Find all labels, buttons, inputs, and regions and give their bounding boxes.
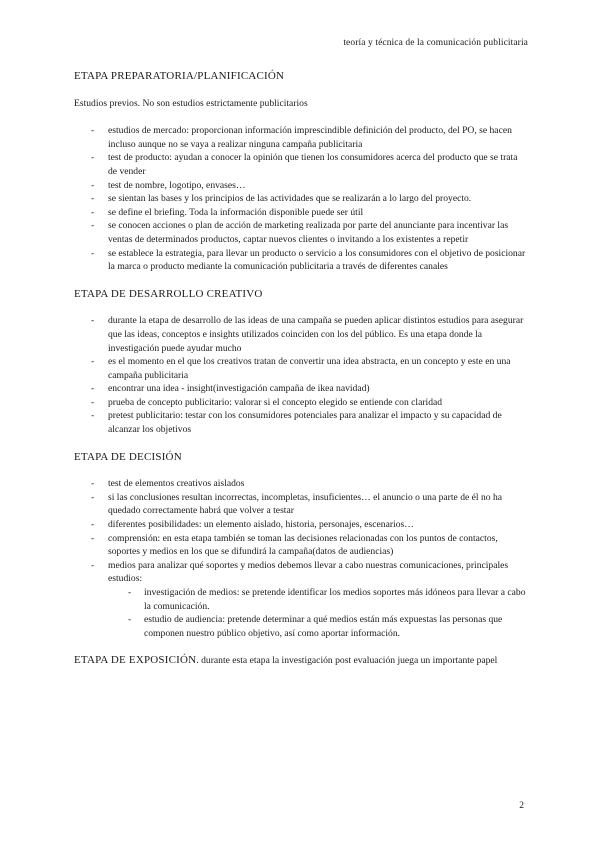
exposicion-text: . durante esta etapa la investigación post evaluación juega un importante papel [196,655,498,667]
section-heading: ETAPA PREPARATORIA/PLANIFICACIÓN [74,70,285,82]
list-item: - se conocen acciones o plan de acción de marketing realizada por parte del anunciante para incentivar las ventas de determinados productos, captar nuevos clientes o invitando a los existentes a repetir [74,219,526,246]
section-lead: Estudios previos. No son estudios estrictamente publicitarios [74,97,308,109]
sub-list-item: - estudio de audiencia: pretende determinar a qué medios están más expuestas las personas que componen nuestro público objetivo, así como aportar información. [108,613,526,640]
bullet-list [74,314,526,436]
section-exposicion [74,654,526,668]
section-heading: ETAPA DE EXPOSICIÓN [74,654,197,667]
sub-list-item: - investigación de medios: se pretende identificar los medios soportes más idóneos para llevar a cabo la comunicación. [108,586,526,613]
list-item: - comprensión: en esta etapa también se toman las decisiones relacionadas con los puntos de contactos, soportes y medios en los que se difundirá la campaña(datos de audiencias) [74,532,526,559]
list-item: - test de nombre, logotipo, envases… [74,179,526,193]
list-item: - prueba de concepto publicitario: valorar si el concepto elegido se entiende con claridad [74,396,526,410]
section-desarrollo-creativo [74,288,526,437]
section-preparatoria [74,70,526,274]
list-item: - se establece la estrategia, para llevar un producto o servicio a los consumidores con el objetivo de posicionar la marca o producto mediante la comunicación publicitaria a través de diferentes canales [74,247,526,274]
section-decision [74,451,526,641]
list-item: - se sientan las bases y los principios de las actividades que se realizarán a lo largo del proyecto. [74,192,526,206]
list-item: - test de producto: ayudan a conocer la opinión que tienen los consumidores acerca del producto que se trata de vender [74,151,526,178]
list-item-text: medios para analizar qué soportes y medios debemos llevar a cabo nuestras comunicaciones, principales estudios: [108,559,509,585]
list-item: - encontrar una idea - insight(investigación campaña de ikea navidad) [74,382,526,396]
list-item: - si las conclusiones resultan incorrectas, incompletas, insuficientes… el anuncio o una parte de él no ha quedado correctamente habrá que volver a testar [74,491,526,518]
bullet-list [74,124,526,274]
list-item: - durante la etapa de desarrollo de las ideas de una campaña se pueden aplicar distintos estudios para asegurar que las ideas, conceptos e insights utilizados coinciden con los del público. Es una etapa donde la investigación puede ayudar mucho [74,314,526,355]
list-item: - se define el briefing. Toda la información disponible puede ser útil [74,206,526,220]
list-item: - estudios de mercado: proporcionan información imprescindible definición del producto, del PO, se hacen incluso aunque no se vaya a realizar ninguna campaña publicitaria [74,124,526,151]
exposicion-paragraph [74,654,526,668]
section-heading: ETAPA DE DECISIÓN [74,450,182,463]
document-body [74,70,526,668]
sub-bullet-list [108,586,526,640]
list-item: - es el momento en el que los creativos tratan de convertir una idea abstracta, en un concepto y este en una campaña publicitaria [74,355,526,382]
section-heading: ETAPA DE DESARROLLO CREATIVO [74,287,263,300]
list-item: - diferentes posibilidades: un elemento aislado, historia, personajes, escenarios… [74,518,526,532]
list-item: - pretest publicitario: testar con los consumidores potenciales para analizar el impacto y su capacidad de alcanzar los objetivos [74,409,526,436]
list-item [74,559,526,641]
running-header: teoría y técnica de la comunicación publicitaria [343,38,528,48]
list-item: - test de elementos creativos aislados [74,477,526,491]
bullet-list [74,477,526,640]
page-number: 2 [519,801,524,811]
